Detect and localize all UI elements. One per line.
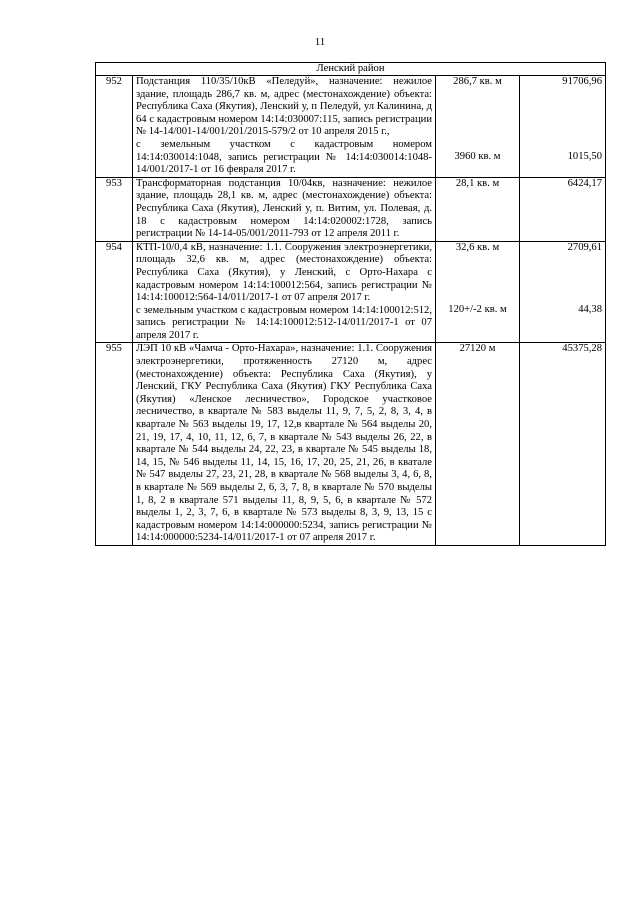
power-line-description: ЛЭП 10 кВ «Чамча - Орто-Нахара», назначение: 1.1. Сооружения электроэнергетики, протяженность 27120 м, адрес (местонахождение) объекта: Республика Саха (Якутия), у Ленский, ГКУ Республика Саха (Якутия) ГКУ Республика Саха (Якутия) «Ленское лесничество», Городское участковое лесничество, в квартале № 583 выделы 11, 9, 7, 5, 2, 8, 3, 4, в квартале № 563 выделы 19, 17, 12,в квартале № 564 выделы 20, 21, 19, 17, 4, 10, 11, 12, 6, 7, в квартале № 543 выделы 26, 22, в квартале № 544 выделы 24, 22, 23, в квартале № 545 выделы 18, 14, 15, № 546 выделы 11, 14, 15, 16, 17, 20, 25, 21, 26, в кватале № 547 выделы 27, 23, 21, 28, в квартале № 568 выделы 3, 4, 6, 8, в квартале № 569 выделы 2, 6, 3, 7, 8, в квартале № 570 выделы 1, 8, 2 в квартале 571 выделы 11, 8, 9, 5, 6, в квартале № 572 выделы 1, 2, 3, 7, 6, в квартале № 573 выделы 8, 3, 9, 13, 15 с кадастровым номером 14:14:000000:5234, запись регистрации № 14:14:000000:5234-14/011/2017-1 от 07 апреля 2017 г. xyxy=(136,343,432,544)
table-row xyxy=(96,76,606,178)
land-plot-value: 44,38 xyxy=(578,304,603,316)
property-registry-table xyxy=(95,62,606,546)
building-description: Подстанция 110/35/10кВ «Пеледуй», назначение: нежилое здание, площадь 286,7 кв. м, адрес (местонахождение) объекта: Республика Саха (Якутия), Ленский у, п Пеледуй, ул Калинина, д 64 с кадастровым номером 14:14:030007:115, запись регистрации № 14-14/001-14/001/201/2015-579/2 от 10 апреля 2015 г., xyxy=(136,76,432,138)
property-length xyxy=(436,343,520,546)
building-area: 286,7 кв. м xyxy=(453,76,502,87)
property-description xyxy=(133,177,436,241)
structure-description: КТП-10/0,4 кВ, назначение: 1.1. Сооружения электроэнергетики, площадь 32,6 кв. м, адрес (местонахождение) объекта: Республика Саха (Якутия), у Ленский, с Орто-Нахара с кадастровым номером 14:14:100012:564, запись регистрации № 14:14:100012:564-14/011/2017-1 от 07 апреля 2017 г. xyxy=(136,241,432,304)
property-description xyxy=(133,241,436,343)
property-value xyxy=(520,177,606,241)
land-plot-description: с земельным участком с кадастровым номером 14:14:100012:512, запись регистрации № 14:14:100012:512-14/011/2017-1 от 07 апреля 2017 г. xyxy=(136,304,432,341)
land-plot-description: с земельным участком с кадастровым номером 14:14:030014:1048, запись регистрации № 14:14:030014:1048-14/001/2017-1 от 16 февраля 2017 г. xyxy=(136,138,432,176)
district-name: Ленский район xyxy=(96,63,606,76)
building-area: 28,1 кв. м xyxy=(455,177,500,189)
row-number: 952 xyxy=(96,76,133,178)
power-line-length: 27120 м xyxy=(459,343,496,355)
district-header-row xyxy=(96,63,606,76)
row-number: 953 xyxy=(96,177,133,241)
power-line-value: 45375,28 xyxy=(562,343,603,355)
row-number: 955 xyxy=(96,343,133,546)
structure-area: 32,6 кв. м xyxy=(455,241,500,253)
property-area xyxy=(436,76,520,178)
property-description xyxy=(133,76,436,178)
table-row xyxy=(96,177,606,241)
property-value xyxy=(520,241,606,343)
building-description: Трансформаторная подстанция 10/04кв, назначение: нежилое здание, площадь 28,1 кв. м, адрес (местонахождение) объекта: Республика Саха (Якутия), Ленский у, п. Витим, ул. Полевая, д. 18 с кадастровым номером 14:14:020002:1728, запись регистрации № 14-14-05/001/2011-793 от 12 апреля 2011 г. xyxy=(136,177,432,240)
land-plot-area: 3960 кв. м xyxy=(454,150,501,162)
building-value: 91706,96 xyxy=(562,76,603,87)
table-row xyxy=(96,343,606,546)
property-area xyxy=(436,177,520,241)
property-value xyxy=(520,76,606,178)
structure-value: 2709,61 xyxy=(567,241,603,253)
property-value xyxy=(520,343,606,546)
building-value: 6424,17 xyxy=(567,177,603,189)
page-number: 11 xyxy=(314,36,326,48)
property-area xyxy=(436,241,520,343)
table-row xyxy=(96,241,606,343)
property-description xyxy=(133,343,436,546)
land-plot-value: 1015,50 xyxy=(567,150,603,162)
row-number: 954 xyxy=(96,241,133,343)
land-plot-area: 120+/-2 кв. м xyxy=(448,304,507,316)
